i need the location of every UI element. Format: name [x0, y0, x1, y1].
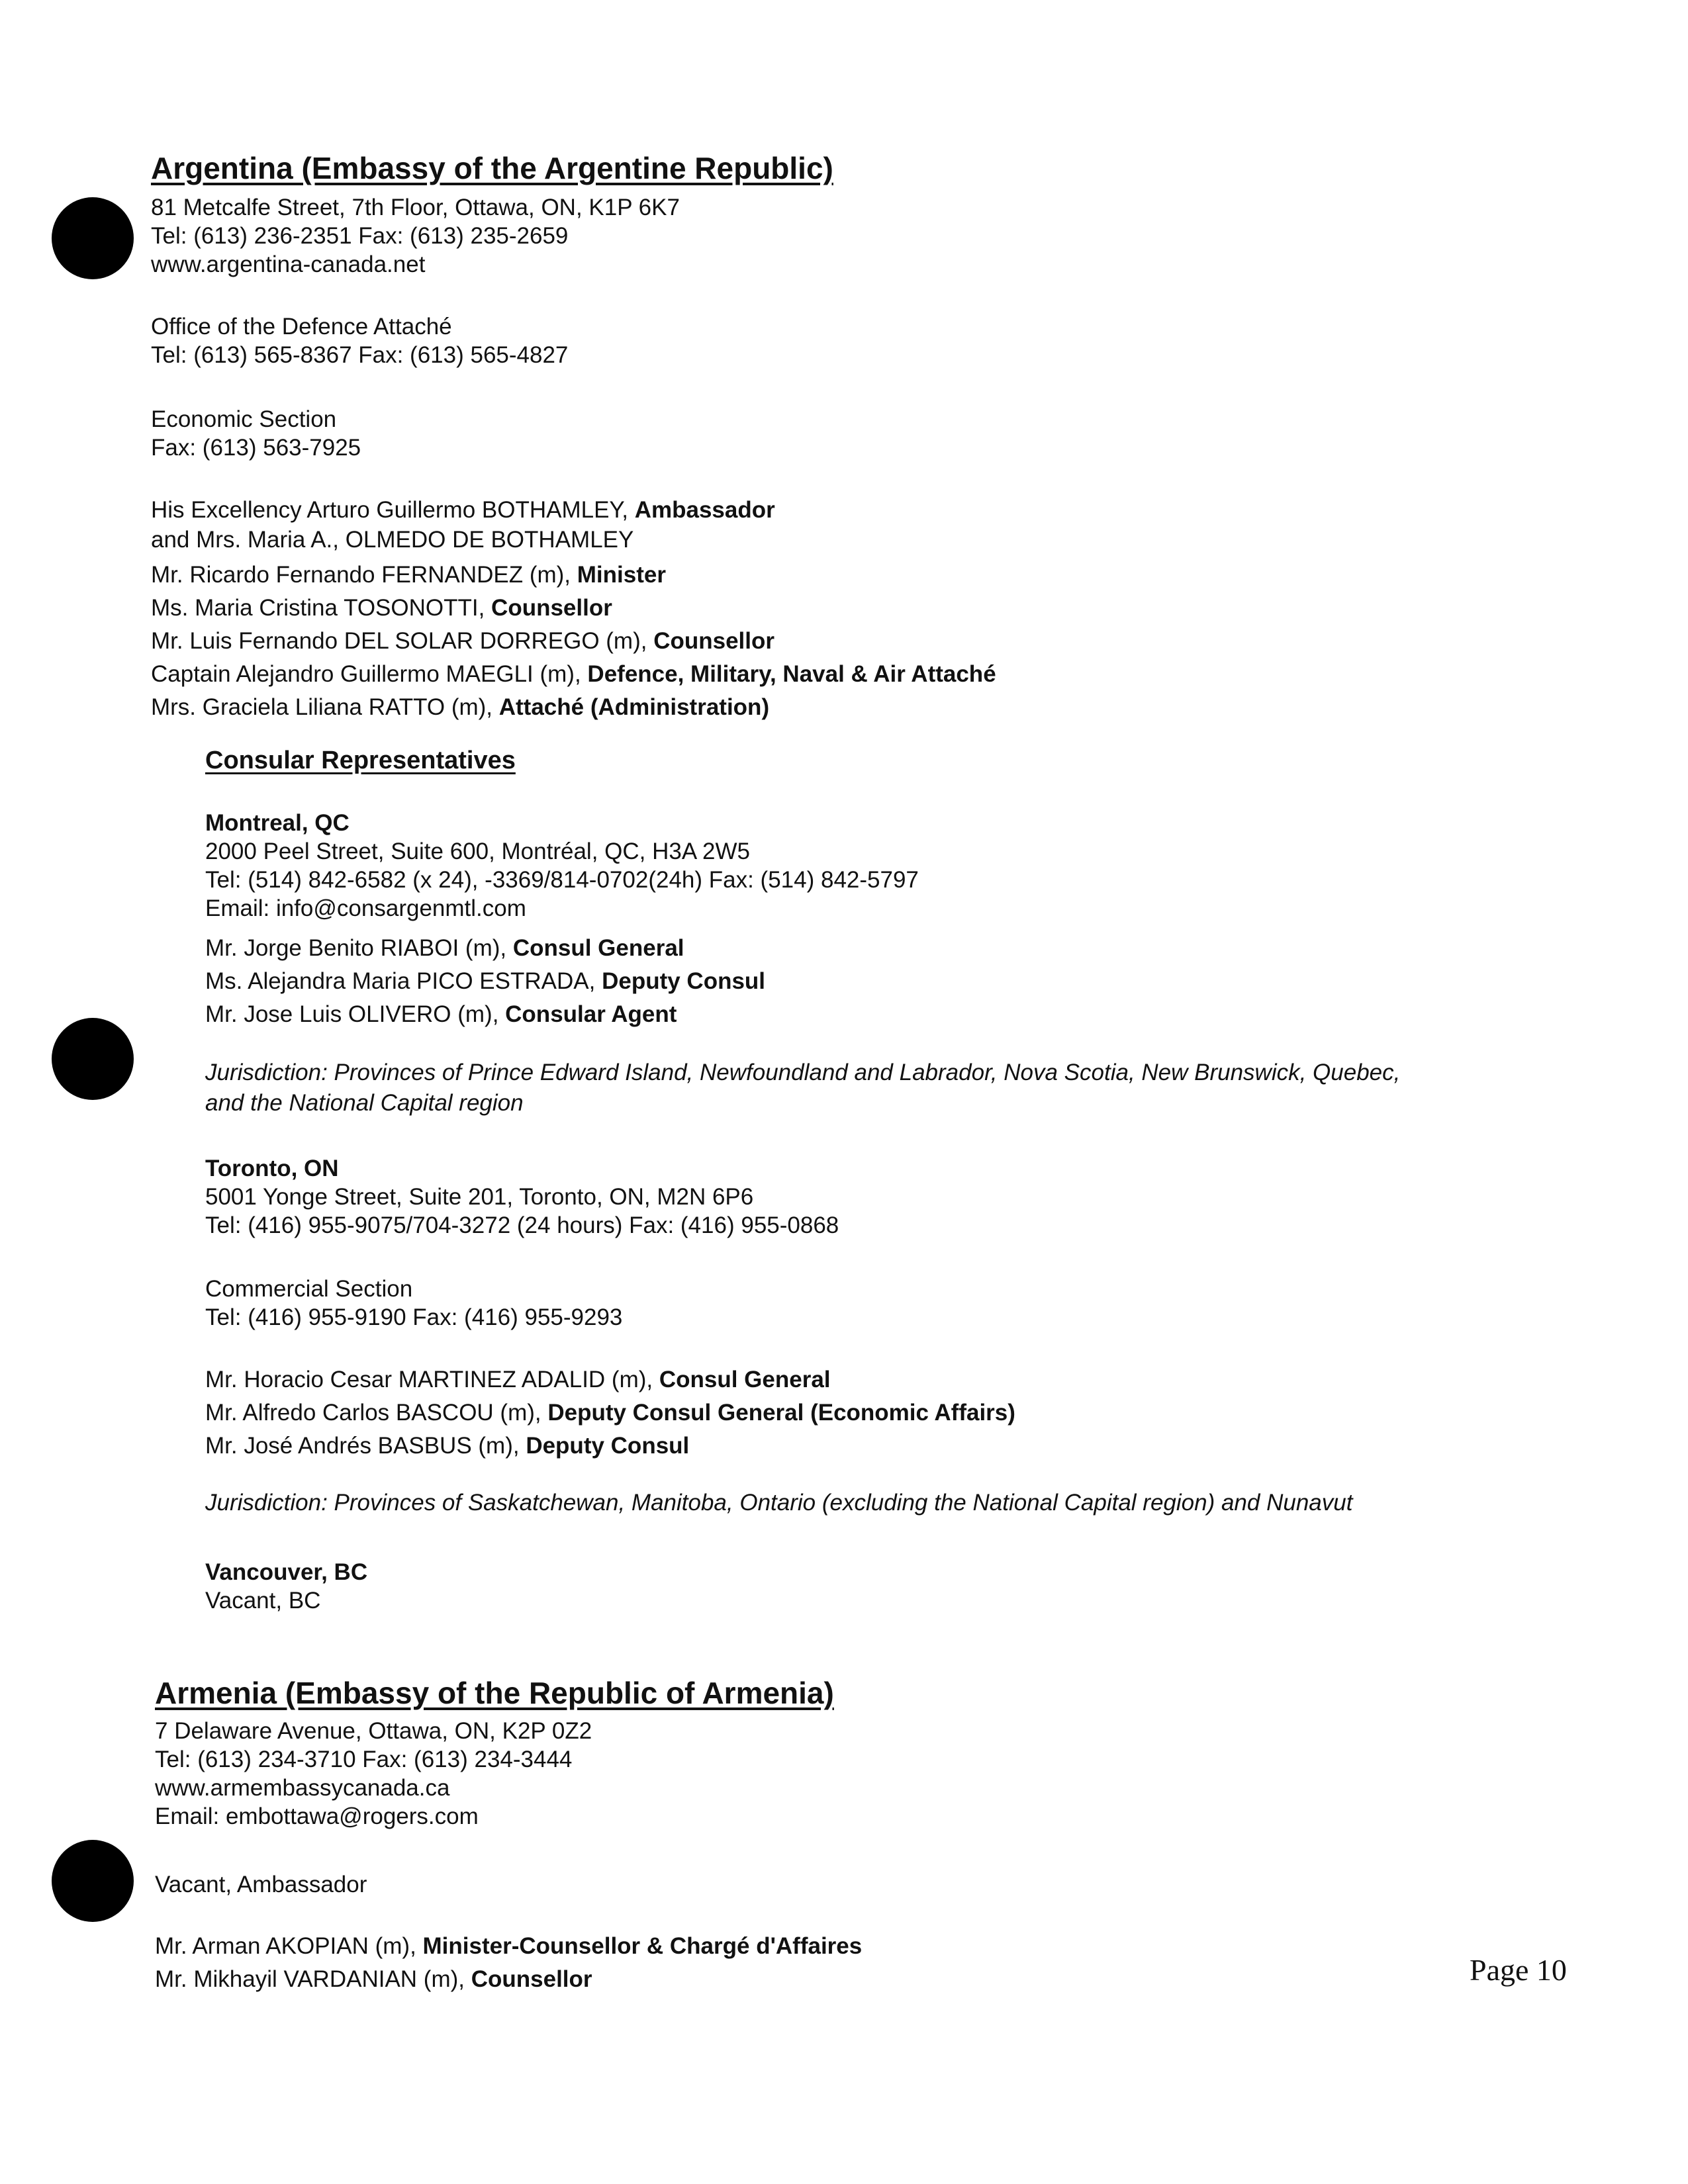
armenia-heading: Armenia (Embassy of the Republic of Armenia): [155, 1676, 834, 1710]
toronto-staff-list: [205, 1363, 1015, 1463]
binder-hole-middle: [52, 1018, 134, 1100]
address-line: 7 Delaware Avenue, Ottawa, ON, K2P 0Z2: [155, 1718, 592, 1744]
staff-entry: Mrs. Graciela Liliana RATTO (m), Attaché (Administration): [151, 694, 770, 720]
website-link[interactable]: www.argentina-canada.net: [151, 251, 426, 277]
phone-fax-line: Tel: (514) 842-6582 (x 24), -3369/814-0702(24h) Fax: (514) 842-5797: [205, 867, 919, 893]
vancouver-consulate: [205, 1558, 367, 1615]
binder-hole-top: [52, 197, 134, 279]
armenia-staff-list: [155, 1930, 862, 1996]
montreal-jurisdiction: [205, 1058, 1400, 1118]
jurisdiction-line: Jurisdiction: Provinces of Prince Edward Island, Newfoundland and Labrador, Nova Scotia, New Brunswick, Quebec,: [205, 1060, 1401, 1085]
staff-entry: Mr. Horacio Cesar MARTINEZ ADALID (m), Consul General: [205, 1367, 831, 1392]
staff-entry: Ms. Maria Cristina TOSONOTTI, Counsellor: [151, 595, 612, 621]
address-line: 81 Metcalfe Street, 7th Floor, Ottawa, ON, K1P 6K7: [151, 195, 680, 220]
section-label: Office of the Defence Attaché: [151, 314, 452, 340]
montreal-consulate: [205, 809, 919, 923]
toronto-commercial-section: [205, 1275, 622, 1332]
page-number: Page 10: [1470, 1953, 1567, 1987]
section-label: Economic Section: [151, 406, 337, 432]
argentina-heading: Argentina (Embassy of the Argentine Republic): [151, 151, 833, 185]
website-link[interactable]: www.armembassycanada.ca: [155, 1775, 450, 1801]
address-line: 5001 Yonge Street, Suite 201, Toronto, ON, M2N 6P6: [205, 1184, 754, 1210]
email-link[interactable]: Email: info@consargenmtl.com: [205, 895, 526, 921]
armenia-vacant-ambassador: Vacant, Ambassador: [155, 1872, 367, 1897]
city-heading: Vancouver, BC: [205, 1559, 368, 1585]
section-label: Commercial Section: [205, 1276, 413, 1302]
fax-line: Fax: (613) 563-7925: [151, 435, 361, 461]
argentina-staff-list: [151, 494, 996, 724]
binder-hole-bottom: [52, 1840, 134, 1922]
staff-entry: Mr. Jose Luis OLIVERO (m), Consular Agent: [205, 1001, 677, 1027]
phone-fax-line: Tel: (613) 236-2351 Fax: (613) 235-2659: [151, 223, 569, 249]
defence-attache-office: [151, 312, 568, 369]
address-line: 2000 Peel Street, Suite 600, Montréal, QC, H3A 2W5: [205, 839, 750, 864]
staff-entry: His Excellency Arturo Guillermo BOTHAMLEY, Ambassador: [151, 497, 775, 523]
toronto-jurisdiction: [205, 1488, 1352, 1518]
economic-section: [151, 405, 361, 462]
toronto-consulate: [205, 1154, 839, 1240]
city-heading: Montreal, QC: [205, 810, 350, 836]
staff-entry: Captain Alejandro Guillermo MAEGLI (m), Defence, Military, Naval & Air Attaché: [151, 661, 996, 687]
consular-heading: Consular Representatives: [205, 747, 516, 774]
status-line: Vacant, BC: [205, 1588, 321, 1614]
phone-fax-line: Tel: (416) 955-9190 Fax: (416) 955-9293: [205, 1304, 623, 1330]
jurisdiction-line: and the National Capital region: [205, 1090, 524, 1116]
armenia-address: [155, 1717, 592, 1831]
phone-fax-line: Tel: (416) 955-9075/704-3272 (24 hours) Fax: (416) 955-0868: [205, 1212, 839, 1238]
staff-entry: Mr. Mikhayil VARDANIAN (m), Counsellor: [155, 1966, 592, 1992]
argentina-address: [151, 193, 680, 279]
staff-entry: Mr. Arman AKOPIAN (m), Minister-Counsellor & Chargé d'Affaires: [155, 1933, 863, 1959]
staff-entry: Mr. Luis Fernando DEL SOLAR DORREGO (m), Counsellor: [151, 628, 774, 654]
email-link[interactable]: Email: embottawa@rogers.com: [155, 1803, 479, 1829]
staff-entry: and Mrs. Maria A., OLMEDO DE BOTHAMLEY: [151, 527, 634, 553]
staff-entry: Mr. Alfredo Carlos BASCOU (m), Deputy Consul General (Economic Affairs): [205, 1400, 1015, 1426]
montreal-staff-list: [205, 932, 765, 1031]
staff-entry: Mr. Ricardo Fernando FERNANDEZ (m), Minister: [151, 562, 666, 588]
city-heading: Toronto, ON: [205, 1156, 339, 1181]
jurisdiction-line: Jurisdiction: Provinces of Saskatchewan, Manitoba, Ontario (excluding the National Capital region) and Nunavut: [205, 1490, 1353, 1516]
staff-entry: Mr. José Andrés BASBUS (m), Deputy Consul: [205, 1433, 690, 1459]
staff-entry: Ms. Alejandra Maria PICO ESTRADA, Deputy Consul: [205, 968, 766, 994]
staff-entry: Mr. Jorge Benito RIABOI (m), Consul General: [205, 935, 684, 961]
phone-fax-line: Tel: (613) 234-3710 Fax: (613) 234-3444: [155, 1747, 573, 1772]
phone-fax-line: Tel: (613) 565-8367 Fax: (613) 565-4827: [151, 342, 569, 368]
